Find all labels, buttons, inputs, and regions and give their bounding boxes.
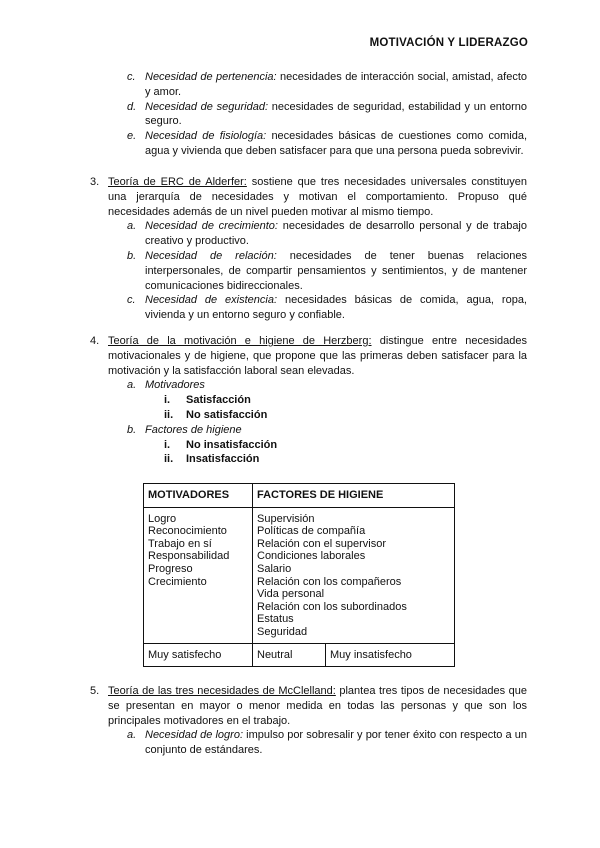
definition: necesidades de seguridad, estabilidad y un entorno seguro. bbox=[145, 100, 527, 128]
table-header-row bbox=[144, 484, 455, 508]
list-letter: e. bbox=[127, 130, 137, 143]
roman-numeral: ii. bbox=[164, 453, 174, 466]
label: Factores de higiene bbox=[145, 423, 242, 436]
table-row bbox=[144, 507, 455, 643]
roman-numeral: i. bbox=[164, 438, 171, 451]
section-herzberg bbox=[90, 334, 527, 467]
section-title: Teoría de ERC de Alderfer: bbox=[108, 176, 247, 188]
list-letter: d. bbox=[127, 100, 137, 113]
section-text: sostiene que tres necesidades universales constituyen una jerarquía de necesidades y motivan el comportamiento. Propuso qué necesidades además de un nivel pueden motivar al mismo tiempo. bbox=[108, 176, 527, 218]
list-number: 3. bbox=[90, 176, 100, 188]
definition: necesidades de interacción social, amistad, afecto y amor. bbox=[145, 71, 527, 98]
list-number: 4. bbox=[90, 335, 100, 347]
table-cell-line: Responsabilidad bbox=[148, 550, 230, 563]
roman-numeral: i. bbox=[164, 394, 171, 407]
list-letter: a. bbox=[127, 220, 137, 233]
label: Motivadores bbox=[145, 379, 205, 392]
section-title: Teoría de las tres necesidades de McClelland: bbox=[108, 685, 336, 697]
list-item bbox=[127, 70, 527, 100]
table-cell-line: Relación con los subordinados bbox=[257, 600, 407, 613]
item-text: Satisfacción bbox=[186, 394, 251, 407]
column-header: FACTORES DE HIGIENE bbox=[253, 484, 455, 508]
table-cell-line: Trabajo en sí bbox=[148, 537, 212, 550]
term: Necesidad de fisiología: bbox=[145, 130, 267, 143]
definition: necesidades básicas de comida, agua, ropa, vivienda y un entorno seguro y confiable. bbox=[145, 294, 527, 322]
item-text: Insatisfacción bbox=[186, 453, 260, 466]
list-item bbox=[127, 100, 527, 130]
term: Necesidad de relación: bbox=[145, 249, 277, 262]
term: Necesidad de pertenencia: bbox=[145, 71, 277, 83]
table-footer-row bbox=[144, 643, 455, 667]
term: Necesidad de existencia: bbox=[145, 294, 278, 307]
table-cell-line: Reconocimiento bbox=[148, 525, 227, 538]
list-letter: b. bbox=[127, 249, 137, 262]
motivadores-cell bbox=[144, 507, 253, 643]
definition: necesidades de desarrollo personal y de trabajo creativo y productivo. bbox=[145, 220, 527, 248]
table-cell-line: Relación con el supervisor bbox=[257, 537, 387, 550]
roman-numeral: ii. bbox=[164, 408, 174, 421]
definition: necesidades básicas de cuestiones como comida, agua y vivienda que deben satisfacer para que una persona pueda sobrevivir. bbox=[145, 130, 527, 157]
list-item bbox=[127, 129, 527, 159]
table-cell-line: Logro bbox=[148, 512, 177, 525]
list-letter: a. bbox=[127, 379, 137, 392]
section-mcclelland bbox=[90, 684, 527, 758]
list-letter: c. bbox=[127, 294, 136, 307]
maslow-continuation bbox=[90, 70, 527, 159]
list-item bbox=[164, 393, 527, 408]
list-item bbox=[127, 378, 527, 393]
section-title: Teoría de la motivación e higiene de Herzberg: bbox=[108, 335, 372, 347]
list-letter: a. bbox=[127, 729, 137, 742]
table-cell-line: Seguridad bbox=[257, 625, 308, 638]
definition: impulso por sobresalir y por tener éxito con respecto a un conjunto de estándares. bbox=[145, 729, 528, 757]
list-item bbox=[127, 728, 527, 758]
list-item bbox=[127, 293, 527, 323]
column-header: MOTIVADORES bbox=[144, 484, 253, 508]
table-cell-line: Crecimiento bbox=[148, 575, 207, 588]
scale-cell: Muy insatisfecho bbox=[326, 643, 455, 667]
list-item bbox=[127, 219, 527, 249]
table-cell-line: Progreso bbox=[148, 562, 193, 575]
term: Necesidad de logro: bbox=[145, 729, 244, 742]
table-cell-line: Salario bbox=[257, 562, 292, 575]
table-cell-line: Estatus bbox=[257, 613, 294, 626]
running-header: MOTIVACIÓN Y LIDERAZGO bbox=[369, 37, 528, 49]
scale-cell: Neutral bbox=[253, 643, 326, 667]
list-letter: b. bbox=[127, 423, 137, 436]
term: Necesidad de crecimiento: bbox=[145, 220, 278, 233]
list-item bbox=[127, 423, 527, 438]
section-text: distingue entre necesidades motivacionales y de higiene, que propone que las primeras deben satisfacer para la motivación y la satisfacción laboral sean elevadas. bbox=[108, 335, 528, 377]
higiene-cell bbox=[253, 507, 455, 643]
list-item bbox=[164, 408, 527, 423]
section-alderfer bbox=[90, 175, 527, 323]
item-text: No insatisfacción bbox=[186, 438, 278, 451]
table-cell-line: Vida personal bbox=[257, 588, 325, 601]
list-item bbox=[164, 438, 527, 453]
term: Necesidad de seguridad: bbox=[145, 100, 269, 113]
list-item bbox=[127, 249, 527, 293]
list-number: 5. bbox=[90, 685, 100, 697]
table-cell-line: Relación con los compañeros bbox=[257, 575, 402, 588]
scale-cell: Muy satisfecho bbox=[144, 643, 253, 667]
herzberg-table bbox=[143, 483, 455, 667]
table-cell-line: Condiciones laborales bbox=[257, 550, 366, 563]
list-letter: c. bbox=[127, 71, 136, 83]
list-item bbox=[164, 452, 527, 467]
definition: necesidades de tener buenas relaciones interpersonales, de compartir pensamientos y sentimientos, y de mantener comunicaciones bidireccionales. bbox=[145, 249, 527, 292]
table-cell-line: Supervisión bbox=[257, 512, 315, 525]
section-text: plantea tres tipos de necesidades que se presentan en mayor o menor medida en todas las personas y que son los principales motivadores en el trabajo. bbox=[108, 685, 527, 727]
table-cell-line: Políticas de compañía bbox=[257, 525, 366, 538]
item-text: No satisfacción bbox=[186, 408, 268, 421]
